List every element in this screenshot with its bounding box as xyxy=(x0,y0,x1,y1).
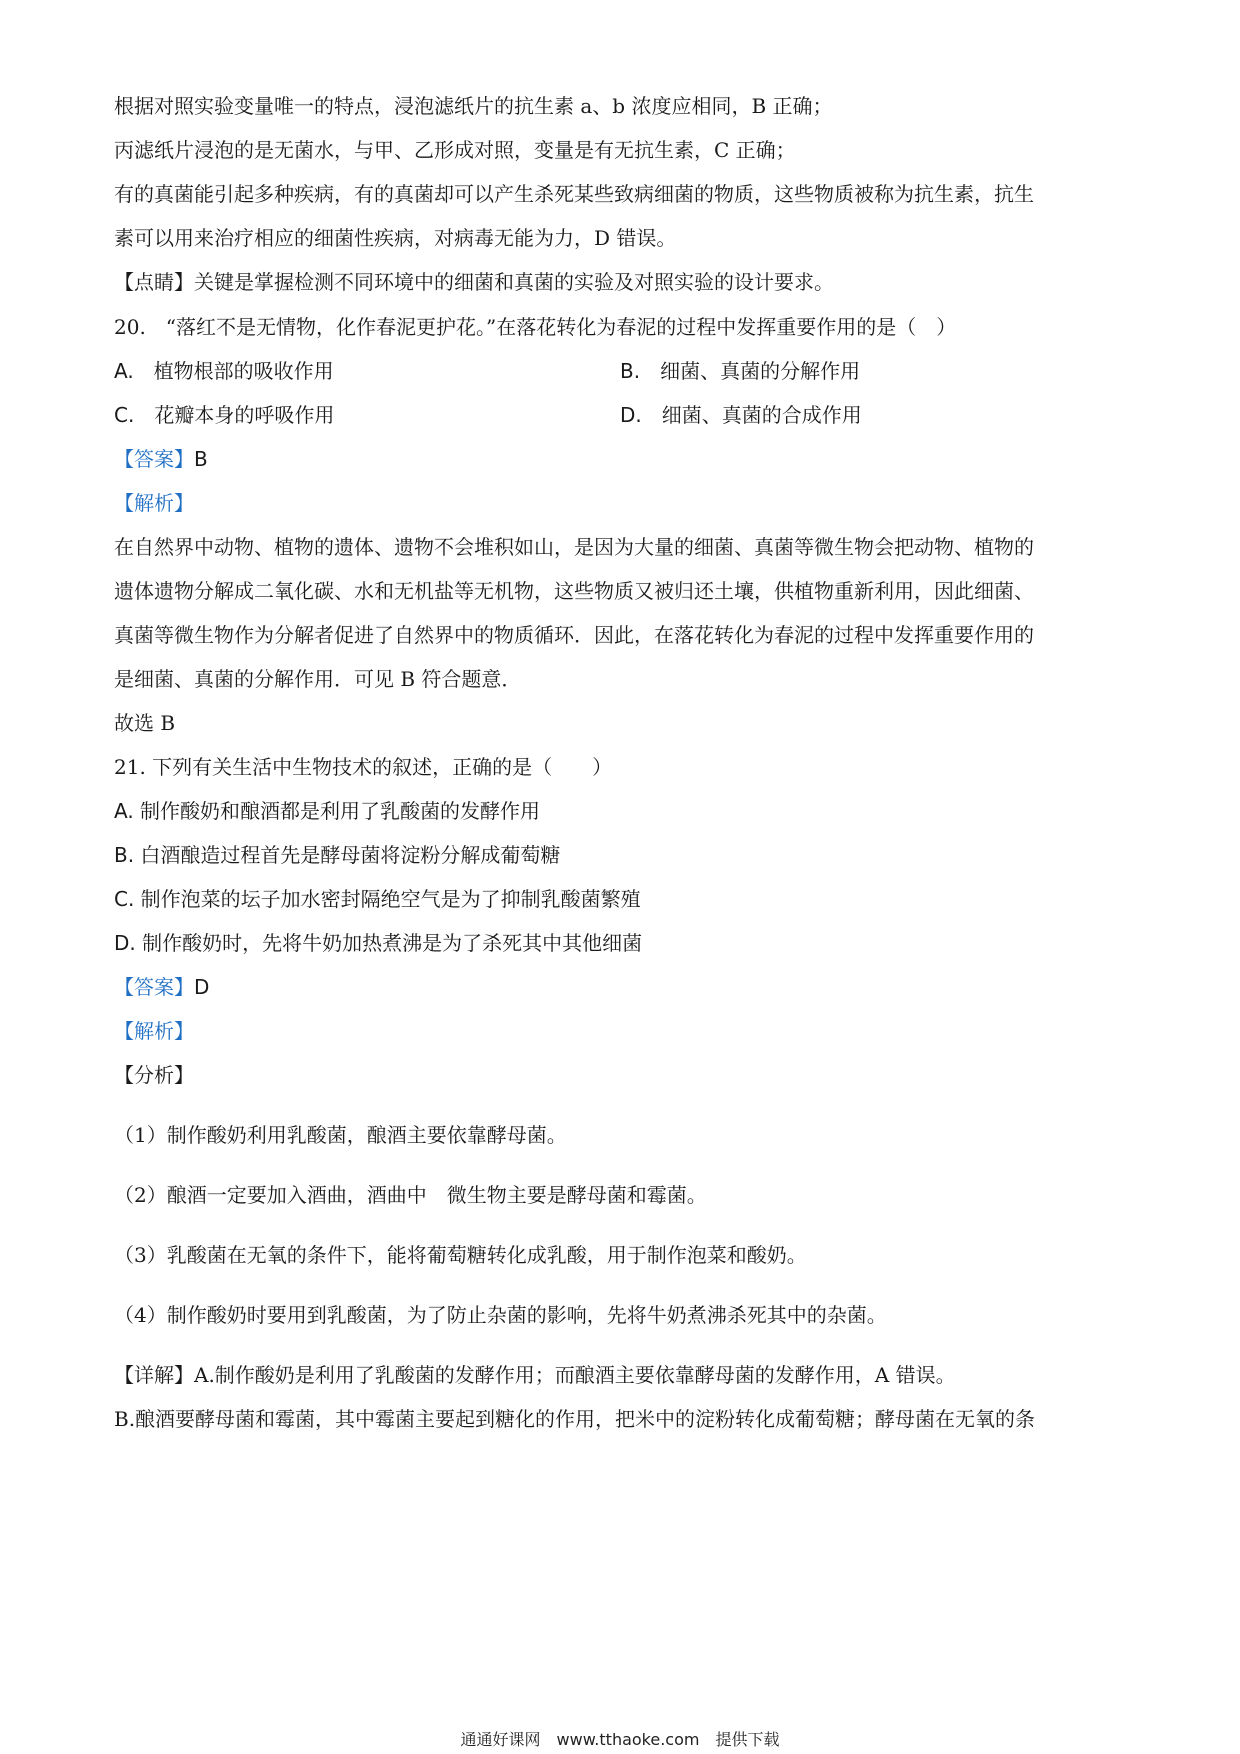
q21-detail: B.酿酒要酵母菌和霉菌，其中霉菌主要起到糖化的作用，把米中的淀粉转化成葡萄糖；酵母菌在无氧的条 xyxy=(114,1407,1036,1431)
q20-option-a: A. 植物根部的吸收作用 xyxy=(114,359,334,383)
q21-option-b: B. 白酒酿造过程首先是酵母菌将淀粉分解成葡萄糖 xyxy=(114,843,561,867)
q21-answer xyxy=(114,973,209,1001)
q20-stem: 20. “落红不是无情物，化作春泥更护花。”在落花转化为春泥的过程中发挥重要作用的是（ ） xyxy=(114,315,957,339)
text-line: 根据对照实验变量唯一的特点，浸泡滤纸片的抗生素 a、b 浓度应相同，B 正确； xyxy=(114,94,833,118)
q20-analysis-label: 【解析】 xyxy=(114,491,194,515)
q21-stem: 21. 下列有关生活中生物技术的叙述，正确的是（ ） xyxy=(114,755,613,779)
text-line: 丙滤纸片浸泡的是无菌水，与甲、乙形成对照，变量是有无抗生素，C 正确； xyxy=(114,138,796,162)
q20-analysis-text: 真菌等微生物作为分解者促进了自然界中的物质循环．因此，在落花转化为春泥的过程中发挥重要作用的 xyxy=(114,623,1034,647)
q21-option-d: D. 制作酸奶时，先将牛奶加热煮沸是为了杀死其中其他细菌 xyxy=(114,931,643,955)
q20-option-c: C. 花瓣本身的呼吸作用 xyxy=(114,403,335,427)
q20-option-b: B. 细菌、真菌的分解作用 xyxy=(620,359,861,383)
text-line: 有的真菌能引起多种疾病，有的真菌却可以产生杀死某些致病细菌的物质，这些物质被称为抗生素，抗生 xyxy=(114,182,1034,206)
key-point: 【点睛】关键是掌握检测不同环境中的细菌和真菌的实验及对照实验的设计要求。 xyxy=(114,270,834,294)
q21-fenxi-item: （1）制作酸奶利用乳酸菌，酿酒主要依靠酵母菌。 xyxy=(114,1123,567,1147)
q21-fenxi-item: （3）乳酸菌在无氧的条件下，能将葡萄糖转化成乳酸，用于制作泡菜和酸奶。 xyxy=(114,1243,807,1267)
answer-label: 【答案】 xyxy=(114,975,194,999)
page-footer: 通通好课网 www.tthaoke.com 提供下载 xyxy=(460,1730,780,1749)
q21-analysis-label: 【解析】 xyxy=(114,1019,194,1043)
answer-label: 【答案】 xyxy=(114,447,194,471)
q21-option-a: A. 制作酸奶和酿酒都是利用了乳酸菌的发酵作用 xyxy=(114,799,541,823)
q21-option-c: C. 制作泡菜的坛子加水密封隔绝空气是为了抑制乳酸菌繁殖 xyxy=(114,887,641,911)
q20-conclusion: 故选 B xyxy=(114,711,176,735)
q20-option-d: D. 细菌、真菌的合成作用 xyxy=(620,403,862,427)
q20-answer xyxy=(114,445,208,473)
q20-analysis-text: 是细菌、真菌的分解作用．可见 B 符合题意． xyxy=(114,667,522,691)
q21-detail: 【详解】A.制作酸奶是利用了乳酸菌的发酵作用；而酿酒主要依靠酵母菌的发酵作用，A 错误。 xyxy=(114,1363,956,1387)
q21-fenxi-item: （2）酿酒一定要加入酒曲，酒曲中 微生物主要是酵母菌和霉菌。 xyxy=(114,1183,707,1207)
text-line: 素可以用来治疗相应的细菌性疾病，对病毒无能为力，D 错误。 xyxy=(114,226,677,250)
q20-analysis-text: 遗体遗物分解成二氧化碳、水和无机盐等无机物，这些物质又被归还土壤，供植物重新利用，因此细菌、 xyxy=(114,579,1034,603)
q21-fenxi-label: 【分析】 xyxy=(114,1063,194,1087)
q20-analysis-text: 在自然界中动物、植物的遗体、遗物不会堆积如山，是因为大量的细菌、真菌等微生物会把动物、植物的 xyxy=(114,535,1034,559)
q21-fenxi-item: （4）制作酸奶时要用到乳酸菌，为了防止杂菌的影响，先将牛奶煮沸杀死其中的杂菌。 xyxy=(114,1303,887,1327)
answer-value: B xyxy=(194,447,208,471)
answer-value: D xyxy=(194,975,210,999)
